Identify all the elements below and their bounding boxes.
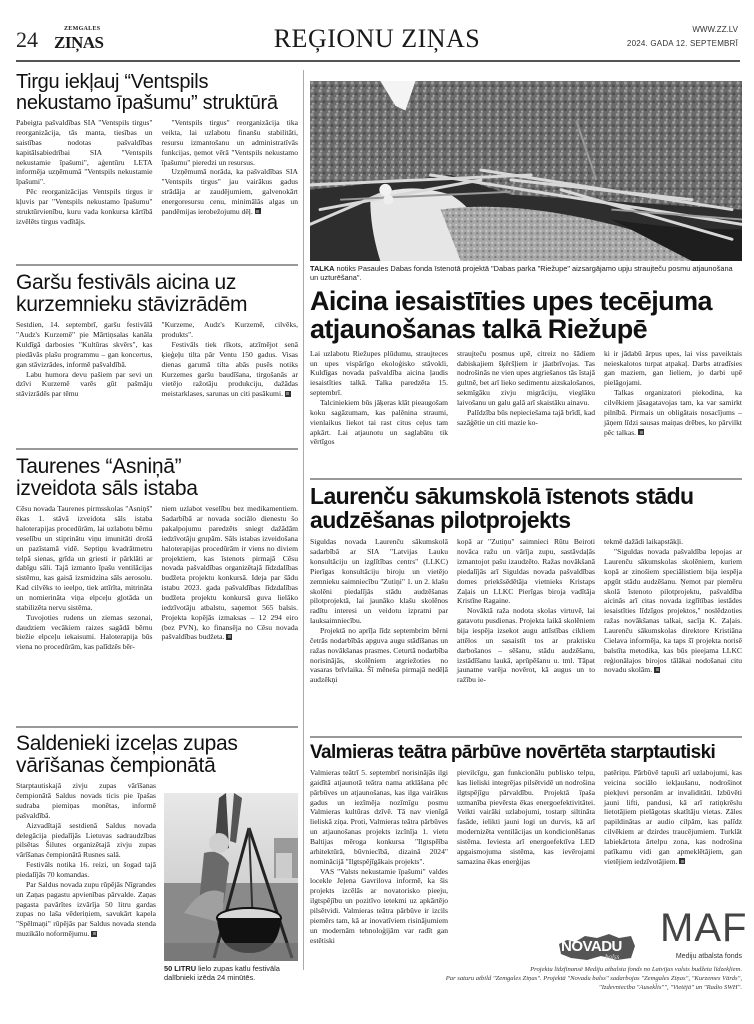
paragraph: Lai uzlabotu Riežupes plūdumu, straujteces un upes vispārīgo ekoloģisko stāvokli, Kuldīgas novada pašvaldība aicina ļaudis iesaistīties talkā. Talka paredzēta 15. septembrī. <box>310 348 448 398</box>
article-headline: Garšu festivāls aicina uz kurzemnieku stāvizrādēm <box>16 271 248 316</box>
paragraph <box>162 340 299 399</box>
paragraph-text: niem uzlabot veselību bez medikamentiem. Sadarbībā ar novada sociālo dienestu šo pakalpojumu paredzēts sniegt dažādām iedzīvotāju grupām. Sāls istabas izveidošana haloterapijas procedūrām ir viens no diviem projektiem, kas īstenots pirmajā Cēsu novada pašvaldības organizētajā līdzdalības budžeta projektu konkursā. Ideja par šādu istabu 2023. gada pašvaldības līdzdalības budžeta projektu konkursā guva lielāko iedzīvotāju atbalstu, saņemot 565 balsis. Projekta kopējās izmaksas – 12 294 eiro (bez PVN), ko finansēja no Cēsu novada pašvaldības budžeta. <box>161 504 298 642</box>
article-column <box>457 768 595 945</box>
article-column <box>16 118 153 226</box>
paragraph-text: patēriņu. Pārbūvē tapuši arī uzlabojumi, kas veicina sociālo iekļaušanu, nodrošinot piekļuvi personām ar invaliditāti. Izbūvēti jauni lifti, pandusi, kā arī ratiņkrēslu lietotājiem pielāgotas skatītāju vietas. Zāles papildinātas ar audio cilpām, kas palīdz cilvēkiem ar dzirdes traucējumiem. Turklāt labiekārtota ārtelpu zona, kas nodrošina patīkamu vidi gan apmeklētājiem, gan vietējiem iedzīvotājiem. <box>604 767 742 866</box>
logo-bottom-text: ZIŅAS <box>54 33 104 52</box>
article-column <box>16 504 153 652</box>
paragraph <box>16 880 156 939</box>
paragraph: "Kurzeme, Audz's Kurzemē, cilvēks, produkts". <box>161 320 298 340</box>
paragraph: Projektā no aprīļa līdz septembrim bērni četrās nodarbībās apguva augu stādīšanas un ražas novākšanas prasmes. Ceturtā nodarbība norisinājās, skolēniem atgriežoties no vasaras brīvlaika. Šī mēneša pirmajā nedēļā audzēkņi <box>310 626 448 685</box>
paragraph: ki ir jādabū ārpus upes, lai viss paveiktais neieskalotos turpat atpakaļ. Darbs atradīsies gan maziem, gan lieliem, jo darbi upē pielāgojami. <box>604 348 742 388</box>
paragraph-text: "Siguldas novada pašvaldība lepojas ar Laurenču sākumskolas skolēniem, kuriem kopā ar zinošiem speciālistiem bija iespēja apgūt stādu audzēšanu. Ņemot par piemēru skolā īstenoto pilotprojektu, pašvaldība aicinās arī citas novada izglītības iestādes iesaistīties līdzīgos projektos," noslēdzoties ražas novākšanas talkai, sacīja K. Zaļais. Laurenču sākumskolas direktore Kristiāna Cielava informēja, ka taps šī projekta norisē balstīta metodika, kas būs pieejama LLKC reģionālajos birojos tālākai nodošanai citu novadu skolām. <box>604 547 742 675</box>
paragraph: Sestdien, 14. septembrī, garšu festivālā "Audz's Kurzemē" pie Mārtiņsalas kanāla Kuldīgā darbosies "Kultūras skvērs", kas piedāvās plašu programmu – gan koncertus, gan stāvizrādes, informē pašvaldībā. <box>16 320 153 369</box>
paragraph: Tuvojoties rudens un ziemas sezonai, daudziem vecākiem raizes sagādā bērnu biežie elpceļu iekaisumi. Haloterapija būs viena no procedūrām, kas palīdzēs bēr- <box>16 612 153 652</box>
novadu-logo-text: NOVADU <box>561 938 622 955</box>
paragraph: Aizvadītajā sestdienā Saldus novada delegācija piedalījās Lietuvas sadraudzības pilsētas Šilutes organizētajā zivju zupas vārīšanas čempionātā Rusnes salā. <box>16 820 156 860</box>
end-of-article-icon <box>654 667 660 673</box>
funding-note-line: Par saturu atbild "Zemgales Ziņas". Projektā "Novadu balss" sadarbojas "Zemgales Ziņas", "Kurzemes Vārds", "Izdevniecība "Ausekl̄is"", "Vietējā" un "Radio SWH". <box>445 974 742 991</box>
paragraph: VAS "Valsts nekustamie īpašumi" valdes locekle Jeļena Gavrilova informē, ka šis projekts izcēlās ar novatorisko pieeju, ilgtspējību un pozitīvo ietekmi uz apkārtējo pilsētvidi. Valmieras teātra pārbūve ir izcils piemērs tam, kā ar inovatīviem risinājumiem un modernām tehnoloģijām var radīt gan estētiski <box>310 866 448 945</box>
maf-logo-letters: MAF <box>660 906 748 950</box>
end-of-article-icon <box>285 391 291 397</box>
paragraph <box>162 167 299 216</box>
river-logjam-image <box>310 81 742 261</box>
end-of-article-icon <box>679 858 685 864</box>
article-divider <box>16 264 298 266</box>
paragraph <box>604 547 742 675</box>
end-of-article-icon <box>638 429 644 435</box>
paragraph: Palīdzība būs nepieciešama tajā brīdī, kad sazāģētie un citi mazie ko- <box>457 407 595 427</box>
caption-text: notiks Pasaules Dabas fonda īstenotā projektā "Dabas parka "Riežupe" aizsargājamo upju straujteču posmu atjaunošana un uzturēšana". <box>310 264 733 283</box>
article-divider <box>310 478 742 480</box>
paragraph <box>162 504 299 642</box>
maf-logo <box>650 906 748 964</box>
article-column <box>457 537 595 685</box>
paragraph: Siguldas novada Laurenču sākumskolā sadarbībā ar SIA "Latvijas Lauku konsultāciju un izglītības centrs" (LLKC) Pierīgas konsultāciju biroju un vietējo zemnieku saimniecību "Zutiņi" 1. un 2. klašu skolēni piedalījās stādu audzēšanas pilotprojektā, lai jaunāko klašu skolēnos radītu interesi un veidotu izpratni par lauksaimniecību. <box>310 537 448 626</box>
masthead <box>12 22 742 60</box>
paragraph <box>604 388 742 437</box>
article-divider <box>16 726 298 728</box>
caption-lead: 50 LITRU <box>164 964 197 973</box>
article-riezupe-talka <box>310 287 742 447</box>
funding-note <box>420 966 742 993</box>
novadu-logo-script: balss <box>605 953 620 961</box>
end-of-article-icon <box>226 634 232 640</box>
paragraph-text: Par Saldus novada zupu rūpējās Nīgrandes un Zaņas pagastu apvienības pārvalde. Zaņas pagasta pavārītes izvārīja 50 litru gardas zupas no laša vēderiņiem, savukārt kapela "Spēlmaņi" rūpējās par Saldus novada stenda muzikālo noformējumu. <box>16 879 156 939</box>
article-laurencu-sakumskola <box>310 484 742 685</box>
article-column <box>457 349 595 448</box>
article-headline: Valmieras teātra pārbūve novērtēta starptautiski <box>310 742 716 763</box>
article-column <box>604 349 742 448</box>
article-column <box>16 320 153 399</box>
caption-text: lielo zupas katlu festivāla dalībnieki izēda 24 minūtēs. <box>164 964 280 983</box>
page-number: 24 <box>16 27 38 52</box>
paragraph: Pabeigta pašvaldības SIA "Ventspils tirgus" reorganizācija, tās manta, tiesības un saistības nodotas pašvaldības kapitālsabiedrībai SIA "Ventspils nekustamie īpašumi", aģentūru LETA informēja uzņēmumā "Ventspils nekustamie īpašumi". <box>16 118 153 187</box>
paragraph-text: Uzņēmumā norāda, ka pašvaldības SIA "Ventspils tirgus" jau vairākus gadus strādāja ar zaudējumiem, galvenokārt energoresursu cenu, minimālās algas un pandēmijas ierobežojumu dēļ. <box>161 167 298 216</box>
paragraph: kopā ar "Zutiņu" saimnieci Rūtu Beiroti novāca ražu un vārīja zupu, sastāvdaļās izmantojot pašu izaudzēto. Ražas novākšanā piedalījās arī Siguldas novada pašvaldības domes priekšsēdētāja vietnieks Kristaps Zaļais un LLKC Pierīgas biroja vadītāja Kristīne Ragaine. <box>457 537 595 606</box>
paragraph: pievilcīgu, gan funkcionālu publisko telpu, kas lieliski integrējas pilsētvidē un nodrošina ilgtspējīgu pārvaldību. Projektā īpaša uzmanība pievērsta ēkas energoefektivitātei. Veikti vairāki uzlabojumi, tostarp siltināta fasāde, ielikti jauni logi un durvis, kā arī modernizēta ventilācijas un kondicionēšanas sistēma. Ieviesta arī energoefektīva LED apgaismojuma sistēma, kas ievērojami samazina ēkas enerģijas <box>457 767 595 866</box>
article-headline: Aicina iesaistīties upes tecējuma atjaunošanas talkā Riežupē <box>310 286 712 345</box>
site-url[interactable]: WWW.ZZ.LV <box>692 25 738 34</box>
paragraph: Pēc reorganizācijas Ventspils tirgus ir kļuvis par "Ventspils nekustamo īpašumu" struktūrvienību, kuru vada konkursa kārtībā izvēlēts tirgus vadītājs. <box>16 187 153 226</box>
end-of-article-icon <box>91 931 97 937</box>
paragraph: Festivāls notika 16. reizi, un šogad tajā piedalījās 70 komandas. <box>16 860 156 879</box>
article-column <box>604 537 742 685</box>
article-headline: Taurenes “Asniņā” izveidota sāls istaba <box>16 455 198 500</box>
article-taurenes-asnina <box>16 456 298 652</box>
paragraph: Starptautiskajā zivju zupas vārīšanas čempionātā Saldus novads ticis pie īpašas sudraba piemiņas monētas, informē pašvaldībā. <box>16 781 156 820</box>
paragraph-text: Talkas organizatori piekodina, ka cilvēkiem jāsagatavojas tam, ka var samirkt pilnībā. Pirmais un obligātais nosacījums – jāņem līdzi sausas maiņas drēbes, ko pārvilkt pēc talkas. <box>604 388 742 437</box>
paragraph: tekmē dažādi laikapstākļi. <box>604 537 684 547</box>
photo-caption <box>310 264 742 283</box>
paragraph: Novāktā raža nodota skolas virtuvē, lai gatavotu pusdienas. Projekta laikā skolēniem bija iespēja izsekot augu attīstības cikliem attēlos un sasaistīt tos ar praktisku darbošanos – sēšanu, stādu audzēšanu, izstādīšanu laukā, aprūpēšanu u. tml. Tāpat jaunatne varēja novērot, kā augus un to ražību ie- <box>457 606 595 685</box>
photo-caption <box>164 964 298 983</box>
caption-lead: TALKA <box>310 264 335 273</box>
column-divider <box>303 70 304 970</box>
section-title: REĢIONU ZIŅAS <box>273 24 481 53</box>
paragraph: Cēsu novada Taurenes pirmsskolas "Asniņš" ēkas 1. stāvā izveidota sāls istaba haloterapijas procedūrām, lai uzlabotu bērnu veselību un stiprinātu viņu imunitāti drošā un pazīstamā vidē. Septiņu kvadrātmetru telpā sienas, grīda un griesti ir pārklāti ar dabīgu sāli. Tajā izmanto īpašu ventilācijas sistēmu, kas gaisā izsmidzina sāls aerosolu. Kad cilvēks to ieelpo, tiek attīrīta, mitrināta un nomierināta viņa elpceļu gļotāda un stabilizēta nervu sistēma. <box>16 504 153 612</box>
article-tirgus <box>16 72 298 227</box>
end-of-article-icon <box>255 208 261 214</box>
article-headline: Saldenieki izceļas zupas vārīšanas čempionātā <box>16 732 238 777</box>
maf-logo-name: Mediju atbalsta fonds <box>675 953 742 960</box>
funding-note-line: Projektu līdzfinansē Mediju atbalsta fonds no Latvijas valsts budžeta līdzekļiem. <box>530 966 742 973</box>
article-divider <box>310 736 742 738</box>
article-column <box>162 320 299 399</box>
masthead-divider <box>16 60 740 62</box>
novadu-balss-logo <box>557 932 637 962</box>
logo-top-text: ZEMGALES <box>64 26 101 32</box>
article-column <box>310 537 448 685</box>
paragraph: Labu humora devu pašiem par sevi un dzīvi Kurzemē varēs gūt pašmāju stāvizrādēs par tēmu <box>16 369 153 399</box>
riezupe-river-photo <box>310 81 742 261</box>
article-column <box>310 349 448 448</box>
article-garsu-festivals <box>16 272 298 399</box>
issue-date: 2024. GADA 12. SEPTEMBRĪ <box>626 39 738 48</box>
zemgales-zinas-logo <box>54 28 114 54</box>
paragraph: straujteču posmus upē, citreiz no šādiem dabiskajiem šķēršļiem ir jāatbrīvojas. Tas nodrošinās ne vien upes atgriešanos tās īstajā gultnē, bet arī lieko sedimentu aizskalošanos, sekmīgāku zivju migrāciju, vieglāku laivošanu un galu galā arī skaistāku ainavu. <box>457 348 595 407</box>
paragraph <box>604 768 742 867</box>
article-divider <box>16 448 298 450</box>
article-column <box>16 781 156 939</box>
article-headline: Laurenču sākumskolā īstenots stādu audzēšanas pilotprojekts <box>310 483 694 534</box>
soup-cauldron-photo <box>164 793 298 961</box>
soup-cauldron-image <box>164 793 298 961</box>
paragraph: "Ventspils tirgus" reorganizācija tika veikta, lai uzlabotu finanšu stabilitāti, resursu izmantošanu un administratīvās funkcijas, ņemot vērā "Ventspils nekustamo īpašumu" pieredzi un resursus. <box>161 118 298 167</box>
article-column <box>162 118 299 226</box>
paragraph-text: Festivāls tiek rīkots, atzīmējot senā ķieģeļu tilta pār Ventu 150 gadus. Visas dienas garumā tilta abās pusēs notiks Kurzemes garšu baudīšana, tirgošanās ar vietējo ražotāju produkciju, dažādas meistarklases, sarunas un citi pasākumi. <box>161 339 298 399</box>
article-column <box>310 768 448 945</box>
article-column <box>162 504 299 652</box>
paragraph: Talciniekiem būs jāķeras klāt pieaugošam koku sagāzumam, kas palēnina straumi, vienlaikus liekot tai rast citus ceļus tam apkārt. Lai atjaunotu un saglabātu tik vērtīgos <box>310 397 448 447</box>
article-headline: Tirgu iekļauj “Ventspils nekustamo īpašumu” struktūrā <box>16 71 278 114</box>
paragraph: Valmieras teātrī 5. septembrī norisinājās ilgi gaidītā atjaunotā teātra nama atklāšana pēc pārbūves un atjaunošanas, kas ilga vairākus gadus un iezīmēja nozīmīgu posmu Valmieras kultūras dzīvē. Tā nav vienīgā lieliskā ziņa. Proti, Valmieras teātra pārbūves un atjaunošanas projekts izcīnīja 1. vietu Baltijas mēroga konkursa "Ilgtspēība arhitektūrā, būvniecībā, dizainā 2024" nominācijā "Ilgtspējīgākais projekts". <box>310 767 448 866</box>
